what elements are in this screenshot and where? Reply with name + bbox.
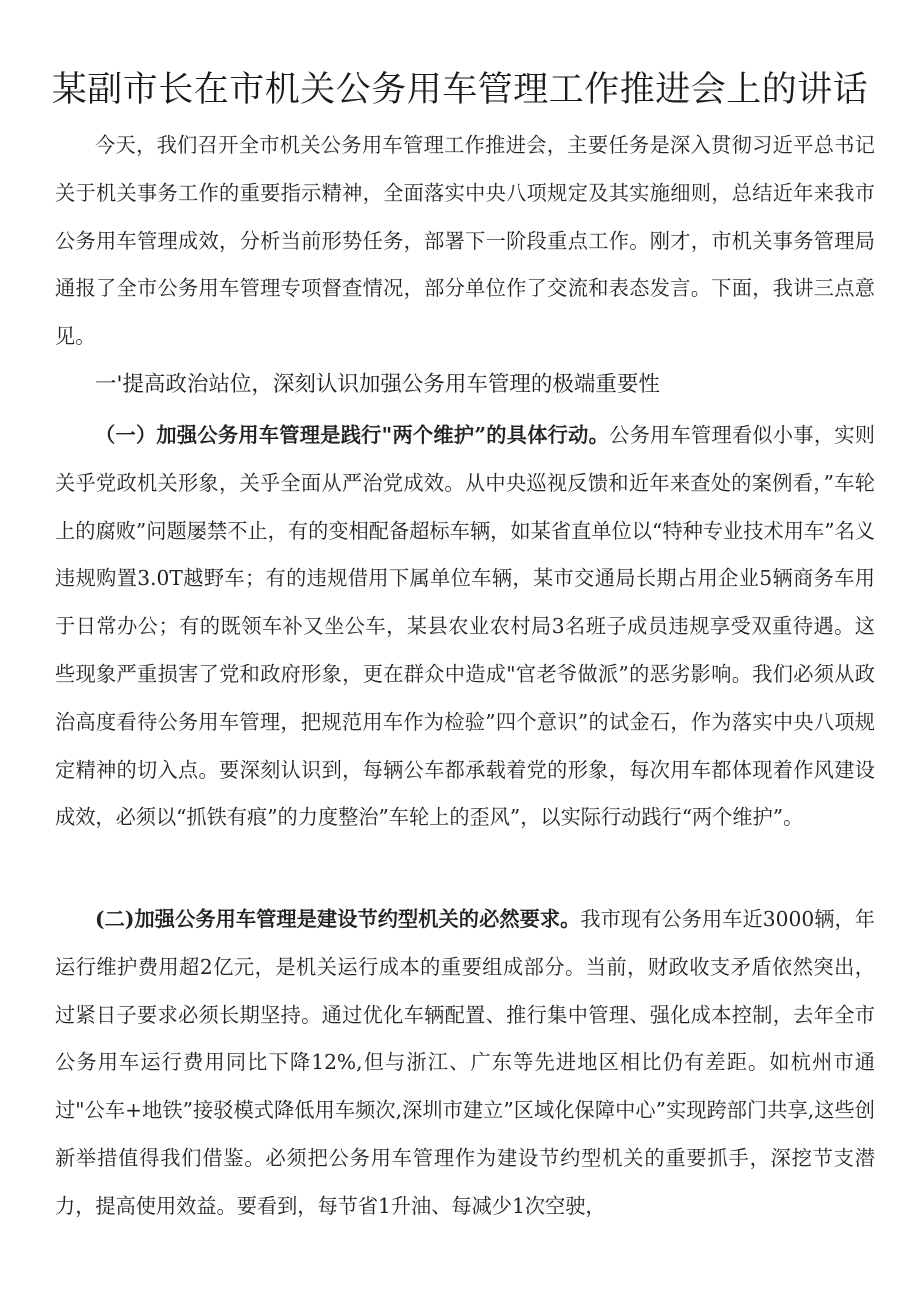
subsection-2-lead: (二)加强公务用车管理是建设节约型机关的必然要求。 xyxy=(95,907,581,931)
subsection-1-lead: （一）加强公务用车管理是践行"两个维护”的具体行动。 xyxy=(95,423,610,447)
subsection-2-body: 我市现有公务用车近3000辆，年运行维护费用超2亿元，是机关运行成本的重要组成部分。当前，财政收支矛盾依然突出，过紧日子要求必须长期坚持。通过优化车辆配置、推行集中管理、强化成本控制，去年全市公务用车运行费用同比下降12%,但与浙江、广东等先进地区相比仍有差距。如杭州市通过"公车+地铁”接驳模式降低用车频次,深圳市建立”区域化保障中心”实现跨部门共享,这些创新举措值得我们借鉴。必须把公务用车管理作为建设节约型机关的重要抓手，深挖节支潜力，提高使用效益。要看到，每节省1升油、每减少1次空驶， xyxy=(55,907,875,1218)
document-title: 某副市长在市机关公务用车管理工作推进会上的讲话 xyxy=(51,70,869,110)
opening-paragraph: 今天，我们召开全市机关公务用车管理工作推进会，主要任务是深入贯彻习近平总书记关于机关事务工作的重要指示精神，全面落实中央八项规定及其实施细则，总结近年来我市公务用车管理成效，分析当前形势任务，部署下一阶段重点工作。刚才，市机关事务管理局通报了全市公务用车管理专项督查情况，部分单位作了交流和表态发言。下面，我讲三点意见。 xyxy=(55,133,875,349)
subsection-1-body: 公务用车管理看似小事，实则关乎党政机关形象，关乎全面从严治党成效。从中央巡视反馈和近年来查处的案例看，”车轮上的腐败”问题屡禁不止，有的变相配备超标车辆，如某省直单位以“特种专业技术用车”名义违规购置3.0T越野车；有的违规借用下属单位车辆，某市交通局长期占用企业5辆商务车用于日常办公；有的既领车补又坐公车，某县农业农村局3名班子成员违规享受双重待遇。这些现象严重损害了党和政府形象，更在群众中造成"官老爷做派”的恶劣影响。我们必须从政治高度看待公务用车管理，把规范用车作为检验”四个意识”的试金石，作为落实中央八项规定精神的切入点。要深刻认识到，每辆公车都承载着党的形象，每次用车都体现着作风建设成效，必须以“抓铁有痕”的力度整治”车轮上的歪风”，以实际行动践行“两个维护”。 xyxy=(55,423,875,830)
subsection-2-paragraph xyxy=(55,896,875,1231)
section-1-heading: 一'提高政治站位，深刻认识加强公务用车管理的极端重要性 xyxy=(95,372,660,397)
subsection-1-paragraph xyxy=(55,412,875,842)
